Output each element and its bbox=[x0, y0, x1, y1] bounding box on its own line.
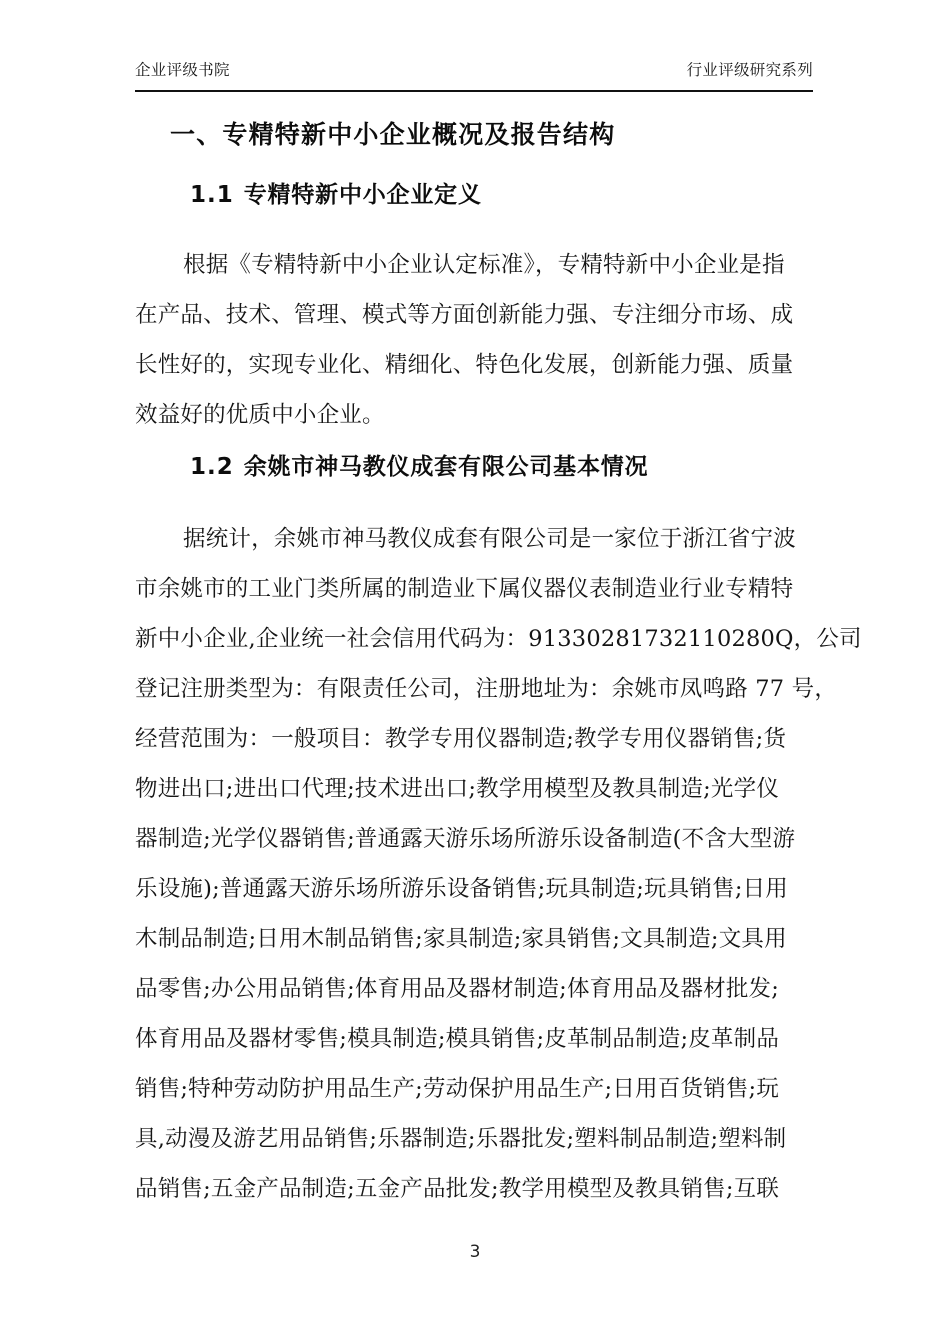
paragraph-line: 新中小企业,企业统一社会信用代码为：91330281732110280Q，公司 bbox=[135, 626, 862, 652]
header-right-label: 行业评级研究系列 bbox=[686, 61, 813, 79]
paragraph-line: 效益好的优质中小企业。 bbox=[135, 402, 385, 428]
subsection-number-1-2: 1.2 bbox=[190, 454, 234, 480]
subsection-number-1-1: 1.1 bbox=[190, 182, 234, 208]
paragraph-line: 在产品、技术、管理、模式等方面创新能力强、专注细分市场、成 bbox=[135, 302, 794, 328]
paragraph-line: 销售;特种劳动防护用品生产;劳动保护用品生产;日用百货销售;玩 bbox=[135, 1076, 780, 1102]
paragraph-line: 具,动漫及游艺用品销售;乐器制造;乐器批发;塑料制品制造;塑料制 bbox=[135, 1126, 787, 1152]
paragraph-definition bbox=[135, 240, 817, 440]
subsection-title-1-2: 余姚市神马教仪成套有限公司基本情况 bbox=[243, 454, 649, 480]
paragraph-line: 长性好的，实现专业化、精细化、特色化发展，创新能力强、质量 bbox=[135, 352, 794, 378]
paragraph-line: 据统计，余姚市神马教仪成套有限公司是一家位于浙江省宁波 bbox=[183, 526, 796, 552]
paragraph-line: 根据《专精特新中小企业认定标准》，专精特新中小企业是指 bbox=[183, 252, 785, 278]
paragraph-company-basics bbox=[135, 514, 862, 1214]
paragraph-line: 木制品制造;日用木制品销售;家具制造;家具销售;文具制造;文具用 bbox=[135, 926, 787, 952]
paragraph-line: 体育用品及器材零售;模具制造;模具销售;皮革制品制造;皮革制品 bbox=[135, 1026, 780, 1052]
paragraph-line: 品零售;办公用品销售;体育用品及器材制造;体育用品及器材批发; bbox=[135, 976, 780, 1002]
paragraph-line: 经营范围为：一般项目：教学专用仪器制造;教学专用仪器销售;货 bbox=[135, 726, 787, 752]
subsection-title-1-1: 专精特新中小企业定义 bbox=[243, 182, 482, 208]
subsection-heading-1-1 bbox=[190, 180, 482, 211]
section-heading-1: 一、专精特新中小企业概况及报告结构 bbox=[170, 120, 616, 149]
paragraph-line: 物进出口;进出口代理;技术进出口;教学用模型及教具制造;光学仪 bbox=[135, 776, 780, 802]
paragraph-line: 乐设施);普通露天游乐场所游乐设备销售;玩具制造;玩具销售;日用 bbox=[135, 876, 789, 902]
header-left-label: 企业评级书院 bbox=[135, 61, 230, 79]
subsection-heading-1-2 bbox=[190, 452, 648, 483]
page-number: 3 bbox=[469, 1242, 481, 1262]
paragraph-line: 市余姚市的工业门类所属的制造业下属仪器仪表制造业行业专精特 bbox=[135, 576, 794, 602]
paragraph-line: 品销售;五金产品制造;五金产品批发;教学用模型及教具销售;互联 bbox=[135, 1176, 780, 1202]
paragraph-line: 登记注册类型为：有限责任公司，注册地址为：余姚市凤鸣路 77 号， bbox=[135, 676, 838, 702]
header-divider bbox=[135, 90, 813, 92]
paragraph-line: 器制造;光学仪器销售;普通露天游乐场所游乐设备制造(不含大型游 bbox=[135, 826, 796, 852]
running-header bbox=[135, 62, 813, 80]
